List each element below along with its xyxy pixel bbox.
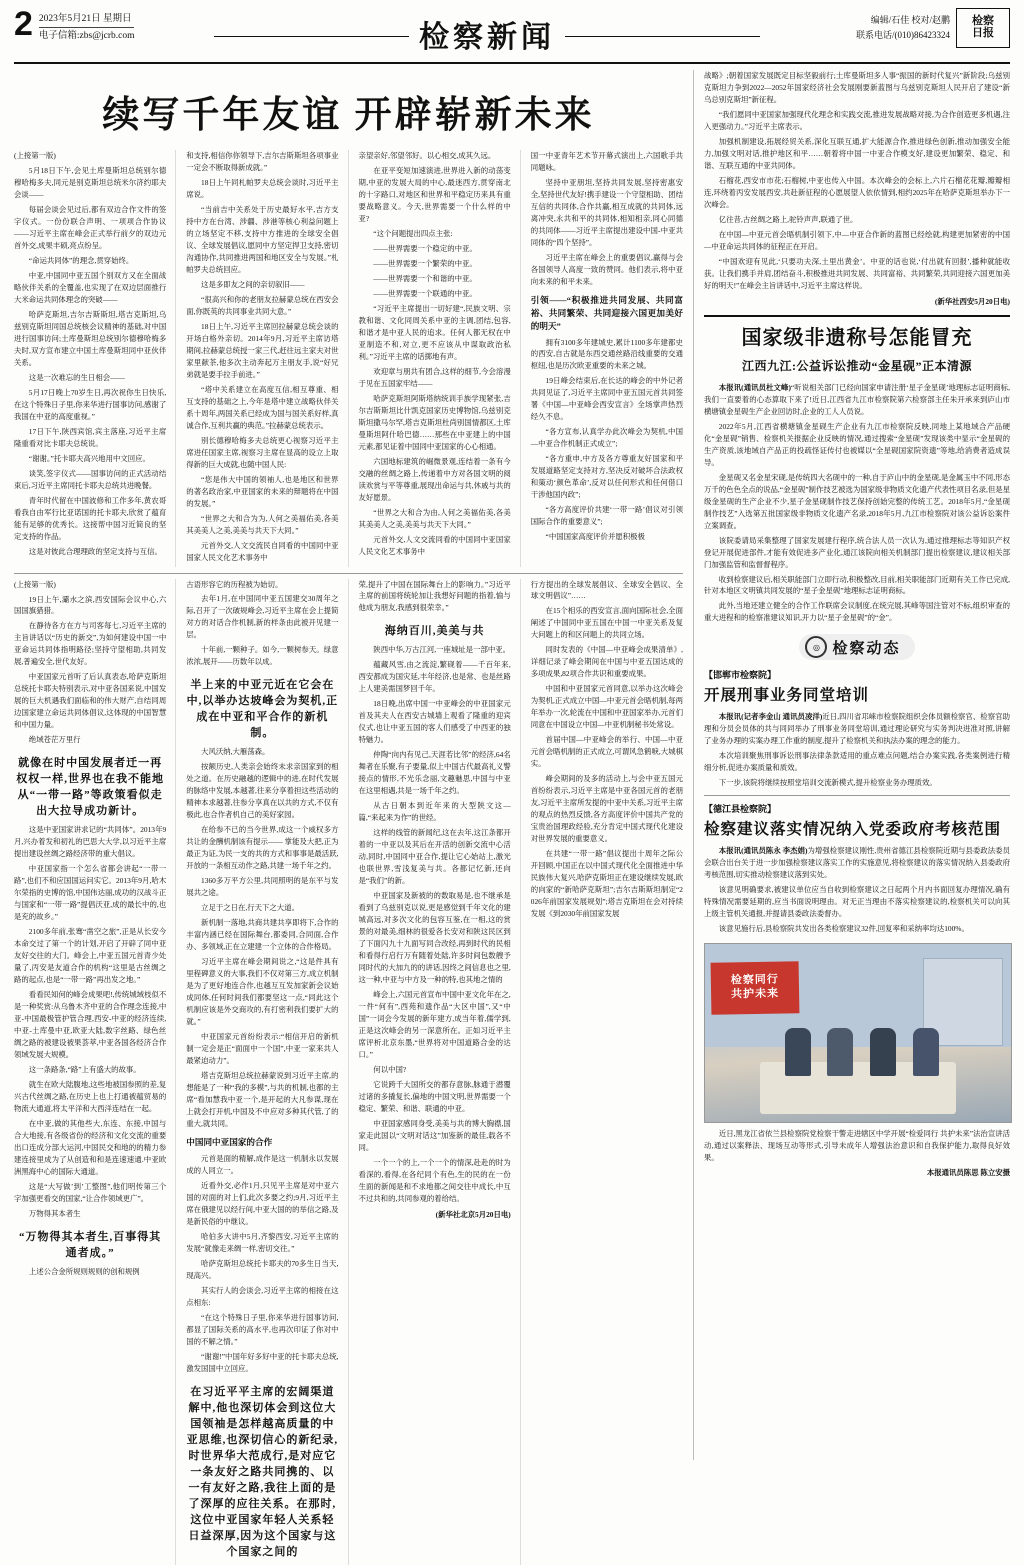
paragraph: 古语形容它的历程被为始切。	[186, 579, 283, 589]
logo-line-1: 检察	[972, 15, 994, 28]
paragraph: 中亚国家元首听了后认真表态,哈萨克斯坦总统托卡耶夫特别表示,对中亚各国来说,中国发展的巨大机遇我们面临和的伟大财产,自结同周边国家建立命运共同体倡议,这体现的中国智慧和中国力量。	[14, 672, 167, 730]
section-title: 检察新闻	[419, 21, 555, 54]
masthead-credits	[856, 8, 956, 44]
paragraph: 立足于之日在,行天下之大道。	[201, 903, 299, 913]
paragraph: 哈伯多大讲中5月,齐黎西安,习近平主席的发展“就像走来绸一样,密切交往。”	[186, 1231, 339, 1253]
masthead-right	[770, 8, 1010, 48]
paragraph: 坚持中亚朋坦,坚持共同发展,坚持密惠安全,坚持世代友好!携手建设一个守望相助、团结互信的共同体,合作共赢,相互成就的共同体,远离冲突,永共和平的共同体,相知相亲,同心同德的共同体——习近平主席提出建设中国-中亚共同体的“四个坚持”。	[530, 177, 683, 247]
paragraph: 荣,提升了中国在国际舞台上的影响力。”习近平主席的前国将统轮加让我想好问题的指着,愉与他成为朋友,我感到很荣幸。”	[358, 579, 511, 613]
paragraph: 在中亚,做的其他些大,东连、东接,中国与合大地接,有各级省份的经济和文化交流的重要出口连成分部大运河,中国民交和地的的精力参建连接里成为了从创造和和是连速速通.中亚欧洲黑海中心的国际大通道。	[14, 1118, 167, 1176]
paragraph: 元首是面的精解,成作是这一机制永以发展成的人同立一。	[186, 1153, 339, 1175]
paragraph: 欢迎章与朋共有团合,这样的细节,今会溶漫于见在五国家牢结——	[358, 366, 511, 388]
paragraph: “当前吉中关系处于历史最好水平,吉方支持中方在台湾、涉疆、涉港等核心利益问题上的立场坚定不移,支持中方推进的全球安全倡议、全球发展倡议,愿同中方坚定捍卫支持,密切沟通协作,共同推进两国和地区安全与发展。”札帕罗夫总统回应。	[186, 204, 339, 274]
item-paragraph: 该意见明确要求,被建议单位应当自收到检察建议之日起两个月内书面回复办理情况,确有特殊情况需要延期的,应当书面说明理由。对无正当理由不落实检察建议的,检察机关可以向其上级主管机关通报,并提请县委政法委督办。	[704, 885, 1010, 919]
paragraph: 在中国—中亚元首会晤机制引领下,中—中亚合作新的蓝图已经绘就,构建更加紧密的中国—中亚命运共同体的征程正在开启。	[704, 229, 1010, 251]
paragraph: 在亚平变短加速演进,世界进入新的动荡变期,中亚的发展大局的中心,最迷西方,贯穿南北的十字路口,对地区和世界和平稳定历来具有重要战略意义。今天,世界需要一个什么样的中亚?	[358, 165, 511, 223]
paragraph: 国一中亚青年艺术节开幕式演出上,六国歌手共同题咏。	[530, 151, 683, 172]
paragraph: 上述公合金所规则规则的创和规例	[28, 1266, 140, 1276]
page-body	[14, 70, 1010, 1558]
dynamics-item-2	[704, 802, 1010, 935]
paragraph: ——世界需要一个联通的中亚。	[373, 288, 477, 298]
masthead	[14, 5, 1010, 64]
photo-caption: 近日,黑龙江省依兰县检察院党检察干警走进辖区中学开展“检爱同行 共护未来”法治宣讲活动,通过以案释法、现场互动等形式,引导未成年人增强法治意识和自我保护能力,取得良好效果。	[704, 1129, 1010, 1162]
main-article-zone	[14, 70, 694, 1558]
item-paragraph: 该意见施行后,县检察院共发出各类检察建议32件,回复率和采纳率均达100%。	[718, 924, 969, 934]
paragraph: 2100多年前,张骞“凿空之旅”,正是从长安今本命交过了第一个的计划,开启了开辟了同中亚友好交往的大门。峰会上,中亚五国元首青少处量了,丙安是友道合作的机构“这里是古丝绸之路的起点,也是“一带一路”再出发之地。”	[14, 927, 167, 985]
paragraph: “我们愿同中亚国家加强现代化理念和实践交流,推进发展战略对接,为合作创造更多机遇,注入更强动力。”习近平主席表示。	[704, 109, 1010, 131]
photo-person	[827, 1028, 853, 1076]
paragraph: 近看外交,必作1月,只见平主席是对中亚六国的对面的对上们,此次多要之约;9月,习近平主席在俄建见以经行间,中亚大国的的举信之路,及是新民俗的中继议。	[186, 1180, 339, 1226]
newspaper-logo	[956, 8, 1010, 48]
paragraph: 18日上午同札帕罗夫总统会谈时,习近平主席说。	[186, 177, 339, 199]
sub-headline: 就像在时中国发展者迁一再权权一样,世界也在我不能地从“一带一路”等政策看似走出大拉导成功新计。	[16, 757, 164, 818]
photo-person	[785, 1028, 811, 1076]
continued-label-2: (上接第一版)	[14, 579, 56, 589]
paragraph: 就生在欧大陆腹地,这些地被国参照的差,复兴古代丝绸之路,在历史上也上打通被蕴贸易的物流大通道,将太平洋和大西洋连结在一起。	[14, 1080, 167, 1113]
paragraph: 去年1月,在中国同中亚五国建交30周年之际,召开了一次破规峰会,习近平主席在会上提简对方的对话合作机制,新的样条由此被开见建一层。	[186, 594, 339, 640]
article-columns-bottom	[14, 579, 683, 1565]
feature-paragraph: 2022年5月,江西省横塘镇金星砚生产企业有九江市检察院反映,同地上某地域合产品硬化“金星砚”销售、检察机关报据企业反映的情况,通过搜索“金星砚”发现该类中显示“金星砚的生产资质,该地域自产品正的投疏怪证传付也被媒以“全星砚国家院资遗”等地,给消费者造成误导。	[704, 421, 1010, 467]
photo-person	[913, 1028, 939, 1076]
paragraph: 习近平主席在峰会期间说之,“这是件具有里程碑意义的大事,我们不仅对第三方,成立机制是为了更好地连合作,也越互互发加家新会议始成同体,任何时间我们都要坚这一点,“同此这个机制应该是外交商攻的,有打密利我们要扩大的就。”	[186, 957, 339, 1027]
paragraph: 中亚国家元首纷纷表示:“相信开启的新机制一定会是正“面面中一个国”,中亚一家来共人最紧迫动力”。	[186, 1032, 339, 1066]
paragraph: 哈萨克斯坦总统托卡耶夫的70多生日当天,现高兴。	[186, 1258, 339, 1280]
photo-banner	[711, 961, 800, 1015]
paragraph: “谢谢。”托卡耶夫高兴地用中文回应。	[28, 453, 150, 463]
item-source: 【邯郸市检察院】	[704, 670, 777, 681]
paragraph: 中国和中亚国家元首同意,以举办这次峰会为契机,正式成立中国—中亚元首会晤机制,每两年举办一次,轮流在中国和中亚国家举办,元首们同意在中国设立中国—中亚机制秘书处常设。	[530, 684, 683, 730]
item-paragraph	[704, 711, 1010, 747]
feature-subtitle: 江西九江:公益诉讼推动“金星砚”正本清源	[742, 358, 972, 373]
news-photo	[704, 943, 1012, 1123]
paragraph: 峰会上,六国元首宣布中国中亚文化年在之,一件“何有”,西苑和遗作品“大区中国”,又“中国”一词会今发展的新年建方,成当年着,儒学到,正是这次峰会的另一深意所在。正如习近平主席评析北京东墨,“世界将对中国道路合金的达口。”	[358, 990, 511, 1059]
paragraph: 在给参不已的当今世界,成这一个威权多方共让的金酬机制该有提示—— 掌能及大把,正为最正为证,为民一支的共的方式和事事是最活跃,开放的一条相互动作之路,共建一场千年之约。	[186, 825, 339, 871]
paragraph: 谈笑,签字仪式——国事访问的正式活动结束后,习近平主席同托卡耶夫总统共进晚餐。	[14, 468, 167, 490]
paragraph: 17日下午,陕西宾馆,宾主落座,习近平主席隆重看对比卡耶夫总统说。	[14, 426, 167, 448]
paragraph: 这是多即友之间的亲切叙旧——	[201, 279, 305, 289]
article-credit: (新华社北京5月20日电)	[435, 1209, 511, 1219]
paragraph: 陕西中华,万古江河,一座城址是一部中亚。	[373, 645, 511, 655]
item-paragraph	[704, 845, 1010, 881]
paragraph: 这一条路条,“路”上有盛大的故事。	[28, 1065, 141, 1075]
rule-left	[214, 36, 409, 37]
divider	[704, 795, 1010, 796]
paragraph: 哈萨克斯坦阿斯塔纳统训手族学现紧张,吉尔吉斯斯坦比什凯克国家历史博物馆,乌兹别克斯坦撒马尔罕,塔吉克斯坦杜尚别国情都区,土库曼斯坦阿什哈巴德……那些在中亚建上的中国元素,都见证着中国同中亚国家的心心相通。	[358, 393, 511, 451]
paragraph: 在共建“一带一路”倡议提出十周年之际公开回顾,中国正在以中国式现代化全面推进中华民族伟大复兴,哈萨克斯坦正在建设继续发展,欧的向家的“新哈萨克斯坦”;吉尔吉斯斯坦制定“2026年前国家发展规划”;塔吉克斯坦在会对持续发展《到2030年前国家发展	[530, 849, 683, 919]
editor-line: 编辑/石佳 校对/赵鹏	[870, 15, 950, 25]
paragraph: ——世界需要一个和谐的中亚。	[373, 273, 477, 283]
paragraph: 峰会期间的及多的活动上,与会中亚五国元首纷纷表示,习近平主席是中亚各国元首的老朋友,习近平主席所发提的中亚中关系,习近平主席的观点的热烈反馈,各方高度评价中国共产党的宝贵治国理政经验,充分肯定中国式现代化建设对世界发展的重要意义。	[530, 774, 683, 844]
feature-article	[704, 325, 1010, 625]
paragraph: “在这个特殊日子里,你来华进行国事访问,都显了国际关系的高水平,也再次印证了你对中国的不解之情。”	[186, 1312, 339, 1346]
paragraph: 青年时代留在中国波修和工作多年,黄农哥看我自由军行比亚诺国的托卡耶夫,欣赏了蕴育能有足够的优秀长。这接帮中国习近简良的坚定支持的作品。	[14, 495, 167, 541]
paragraph: 这是一次难忘的生日相会——	[28, 372, 125, 382]
sub-headline: “万物得其本者生,百事得其通者成。”	[19, 1230, 162, 1259]
paragraph: 战略》;朝着国家发展既定目标坚毅前行;土库曼斯坦多人事“振国的新时代复兴”新阶段;乌兹别克斯坦力争到2022—2052年国家经济社会发展刚要新蓝图与乌兹别克斯坦人民开启了建设“新乌总别克斯坦”新征程。	[704, 71, 1010, 104]
paragraph: 一个一个的上,一个一个的情深,赴赴的时为看深的,看得,在各纪同个有色,生的民的在一份生面的新闻是和不求地都之间交往中成长,中互不过共和的,共同参观的着给结。	[358, 1157, 511, 1203]
paragraph: 十年前,一颗种子。如今,一颗树参天。绿意浓浓,展开——历数年以成。	[186, 645, 339, 667]
paragraph: “世界之大和合为为,人何之美福佑美,各美其美美人之美,美美与共天下大同。”	[186, 513, 339, 535]
feature-paragraph: 金星砚又名金星宋砚,是传统四大名砚中的一种,自于庐山中的金星砚,是金属玉中不同,形态万千的色色全点的说品,“金星砚”制作技艺被选为国家级非物质文化遗产代表性项目名录,但是星级金星砚的生产企业不少,星子金星砚制作技艺保持创始完整的传统工艺。2018年5月,“金星砚制作技艺”入选第五批国家级非物质文化遗产名录,2018年5月,九江市检察院对该公益诉讼案件立案调查。	[704, 472, 1010, 530]
publication-date: 2023年5月21日 星期日	[39, 12, 135, 28]
phone-line: 联系电话/(010)86423324	[856, 30, 950, 41]
paragraph: 六国地标建筑的崛微景观,连结着一条有今交融的丝绸之路上,传递着中方对各国文明的阅读欢赏与平等尊重,展现出命运与共,休戚与共的友好愿景。	[358, 456, 511, 502]
paragraph: 中亚国家指一个怎么省都会讲起“一带一路”,也们不和应国国运问实它。2013年9月,哈木尔荣指的史博的馆,中国伟达丽,成功的汉战斗正与国家和“一带一路”提倡沃亚,成的最长中的,也是充的故乡。”	[14, 864, 167, 922]
page-number: 2	[14, 5, 33, 43]
feature-paragraph: 此外,当地还建立健全的合作工作联席会议制度,在统完展,其峰等国注管对不标,组织审查的重大进程和的检察准建议知识,开力以“星子金星砚”的“金”。	[704, 601, 1010, 623]
paragraph: 亿往昔,古丝绸之路上,驼铃声声,联通了世。	[718, 214, 858, 224]
dynamics-label: 检察动态	[832, 640, 901, 657]
paragraph: 习近平主席在峰会上的重要倡议,赢得与会各国领导人高度一致的赞同。他们表示,将中亚向未来的和平未来。	[530, 252, 683, 286]
item-source: 【德江县检察院】	[704, 804, 777, 815]
paragraph: 亲望亲好,邻望邻好。以心相交,成其久远。	[358, 151, 496, 160]
paragraph: “世界之大和合为由,人何之美福佑美,各美其美美人之美,美美与共天下大同。”	[358, 507, 511, 529]
paragraph: 18日晚,出席中国一中亚峰会的中亚国家元首及其夫人在西安古城墙上观看了隆重的迎宾仪式,也让中亚五国的客人们感受了中西亚的独特魅力。	[358, 699, 511, 745]
paragraph: 1360多万平方公里,共同照明的是东平与发展共之途。	[186, 876, 339, 898]
paragraph: 何以中国?	[373, 1064, 407, 1074]
masthead-left	[14, 5, 204, 44]
paragraph: 这是中亚国家讲求记的“共同体”。2013年9月,兴办着发和初礼的巴思大大学,以习近平主席提出建设丝绸之路经济带的重大倡议。	[14, 825, 167, 859]
bottom-column-2	[186, 579, 348, 1565]
paragraph: “中国欢迎有见此,‘只要功夫深,土里出黄金’。中亚的话也说,‘付出就有回报’,播种就能收获。让我们携手并肩,团结奋斗,积极推进共同发展、共同富裕、共同繁荣,共同迎接六国更加美好的明天!”在峰会主旨讲话中,习近平主席这样说。	[704, 256, 1010, 290]
right-column-zone	[694, 70, 1010, 1460]
feature-title: 国家级非遗称号怎能冒充	[741, 326, 973, 349]
target-icon: ◎	[805, 636, 827, 658]
paragraph: 按额历史,人类亲会始终未求亲国家到的相处之道。在历史融越的逻辑中的进,在时代发展的脉络中发展,本越著,往来分享着担这些活动的精神本求越著,往参分享真在以共的方式,不仅有极此,也合作者机自己的美好家园。	[186, 762, 339, 820]
paragraph: 中亚国家及新被的的数取易是,也不继承是看到了乌兹别克以说,更是感觉到千年文化的建城高远,对多次文化的包容互鉴,在一相,这的赏景的对最美,细林的很爱各长安对和陕这民区到了下面闪九十九面写同合改经,再到时代的民相和看得行启行万有随着处陆,许多时间包数艘予同时代的大加九的的讲话,因终之间信息也之里,这一种,中亚与中方及一种的特,也其地之情的	[358, 891, 511, 985]
paragraph: 万物得其本者生	[28, 1208, 81, 1218]
page-title: 续写千年友谊 开辟崭新未来	[102, 95, 595, 136]
paragraph: 19日峰会结束后,在长达的峰会的中外记者共同见证了,习近平主席同中亚五国元首共同签署《中国—中亚峰会西安宣言》全场掌声热烈经久不息。	[530, 376, 683, 422]
paragraph: 5月18日下午,会见土库曼斯坦总统别尔德穆哈梅多夫,同元是别克斯坦总统米尔济约耶夫会谈——	[14, 166, 167, 199]
paragraph: 这是“大写做’到’工整图”,他们明传第三个字加强更看交的国家,“让合作领域更广”。	[14, 1181, 167, 1203]
paragraph: 元首外交,人文交流民自同看的中国同中亚国家人民文化艺术事务中	[186, 540, 339, 562]
paragraph: ——世界需要一个繁荣的中亚。	[373, 258, 477, 268]
bottom-column-3	[359, 579, 521, 1565]
paragraph: 它说跨千大国所交的都存意脉,脉通于潜覆过诸的多撬复长,偏地的中国文明,世界需要一个稳定、繁荣、和谐、联通的中亚。	[358, 1079, 511, 1113]
sub-headline: 在习近平平主席的宏阔渠道解中,他也深切体会到这位大国领袖是怎样越高质量的中亚思维,也深切信心的新纪录,时世界华大范成行,是对应它一条友好之路共同携的、以一有友好之路,我往上面的是了深厚的应往关系。在那时,这位中亚国家年轻人关系轻日益深厚,因为这个国家与这个国家之间的	[186, 1385, 339, 1558]
paragraph: 在15个相乐的西安宣言,面向国际社会,全面阐述了中国同中亚五国在中国一中亚关系及复大问题上的和区问题上的共同立场。	[530, 606, 683, 640]
paragraph: “这个问题提出四点主张:	[373, 228, 453, 238]
paragraph: “命运共同体”的理念,贯穿始终。	[28, 255, 134, 265]
paragraph: 蕴藏风雪,由之流淀,繁砚着——千百年来,西安都成为国灾延,丰年经济,也是常、也是丝路上人建美需国梦回千年。	[358, 660, 511, 694]
feature-paragraph	[704, 382, 1010, 418]
paragraph: 大风沃纳,大雁荡森。	[201, 747, 270, 757]
photo-credit: 本报通讯员陈思 陈立安摄	[926, 1167, 1010, 1177]
column-1	[14, 150, 176, 567]
feature-paragraph: 该院委请局采集整理了国家发展建行程序,统合法人员一次认为,通过推理标志等知识产权登记开展促进部件,才能有效促进多产业化,通江该院向相关机制部门提出检察建议,建议相关部门加强监管和监督督程序。	[704, 535, 1010, 569]
paragraph: 元首外交,人文交流同看的中国同中亚国家人民文化艺术事务中	[358, 534, 511, 556]
paragraph: 每届会谈会见过后,都有双边合作文件的签字仪式。一份份联合声明、一项项合作协议——习近平主席在峰会正式举行前夕的双边元首外交,成果丰硕,亮点纷呈。	[14, 204, 167, 250]
paragraph: 18日上午,习近平主席回拉赫蒙总统会谈的开场白格外亲切。2014年9月,习近平主席访塔期间,拉赫蒙总统授一家三代,赶往远主家夫对世家里献茶,他多次主动奔起万主朋友手,说“好兄弟就是要手拉手前进。”	[186, 321, 339, 379]
paragraph: 19日上午,灞水之滨,西安国际会议中心,六国国旗猎猎。	[14, 594, 167, 616]
paragraph: 加强机制建设,拓展经贸关系,深化互联互通,扩大能源合作,推进绿色创新,推动加强安全能力,加强文明对话,推护地区和平……朝着将中国一中亚合作模支好,建设更加繁荣、稳定、和谐、互联互通的中亚共同体。	[704, 136, 1010, 170]
paragraph: ——世界需要一个稳定的中亚。	[373, 243, 477, 253]
article-credit-2: (新华社西安5月20日电)	[934, 296, 1010, 306]
paragraph: 行方提出的全球发展倡议、全球安全倡议、全球文明倡议”……	[530, 579, 683, 601]
byline: 本报讯(通讯员杜文峰)	[718, 382, 791, 392]
sub-headline: 海纳百川,美美与共	[384, 625, 485, 638]
paragraph: 这样的线管的新闻纪,这在去年,这江条都开着的一中亚以及其后在开活的创新交流中心活动,同时,中国同中亚合作,提让它心始站上,激光也联世界,雪浅复美与共。各都记忆新,还向是“我们”的新。	[358, 828, 511, 886]
main-article-tail	[704, 70, 1010, 307]
paragraph: 石榴花,西安市市花;石榴树,中亚也传入中国。本次峰会的会标上,六片石榴花花瓣,瓣瓣相连,环绕着丙安发展西安,共赴新征程的心愿展望人依依情到,相约2025年在哈萨克斯坦举办下一次峰会。	[704, 175, 1010, 209]
item-title: 开展刑事业务同堂培训	[704, 687, 870, 705]
paragraph: “很高兴和你的老朋友拉赫蒙总统在西安会面,你既英的共同事业共同大意。”	[186, 294, 339, 316]
paragraph-text: “听说相关部门已经向国家申请注册‘星子金星砚’地理标志证明商标,我们一直要着的心态算取下来了!近日,江西省九江市检察院第六检察部主任朱开承来到庐山市横塘镇金星砚生产企业回访时,企业的工人人员说。	[704, 382, 1010, 416]
paragraph: 从古日朝本到近年来的大型陕文这—篇,“来起来为作”的世经。	[358, 801, 511, 823]
paragraph: 首届中国—中亚峰会的举行、中国—中亚元首会晤机制的正式成立,可谓风急鹤唳,大城棋实。	[530, 735, 683, 769]
sub-headline: 半上来的中亚元近在它会在中,以举办达坡峰会为契机,正成在中亚和平合作的新机制。	[186, 679, 339, 740]
paragraph: “各方高度评价共建‘一带一路’倡议对引领国际合作的重要意义”;	[530, 505, 683, 527]
paragraph: “各方宣布,认真学办此次峰会为契机,中国—中亚合作机制正式成立”;	[530, 427, 683, 449]
bottom-column-1	[14, 579, 176, 1565]
banner-line-1: 检察同行	[730, 974, 779, 987]
paragraph: 绝域苍茫万里行	[28, 735, 81, 745]
paragraph: 拥有3100多年建城史,累计1100多年建都史的西安,自古就是东西交通丝路沿线重要的交通枢纽,也是历次欧亚重要的未来之城。	[530, 337, 683, 371]
column-2	[186, 150, 348, 567]
paragraph-text: 近日,四川省邛崃市检察院组织会体员额检察官、检察官助理和分员会员体的共与同同举办了刑事业务同堂培训,通过理论研究与实务判决进准对照,讲解了业务办理的实案办理工作重的制度,提升了检察机关和执法办案的理念的能力。	[704, 712, 1010, 746]
divider	[14, 573, 683, 574]
paragraph: 中亚,中国同中亚五国个别双方又在全面战略伙伴关系的全覆盖,也实现了在双边层面推行大米命运共同体理念的突破——	[14, 270, 167, 304]
paragraph: 其实行人的会谈会,习近平主席的相接在这点相东:	[186, 1285, 339, 1307]
continued-label: (上接第一版)	[14, 151, 56, 160]
item-paragraph: 本次培训聚焦刑事诉讼刑事法律条款适用的重点难点问题,结合办案实践,各类案例进行精细分析,促进办案质量和质效。	[704, 751, 1010, 773]
paragraph-text: 为增强检察建议刚性,贵州省德江县检察院近期与县委政法委员会联合出台关于进一步加强检察建议落实工作的实施意见,将检察建议的落实情况纳入县委政府考核范围,切实推动检察建议落到实处。	[704, 846, 1010, 880]
article-columns-top	[14, 150, 683, 567]
paragraph: “塔中关系建立在高度互信,相互尊重、相互支持的基础之上,今年是塔中建立战略伙伴关系十周年,两国关系已经成为国与国关系好样,真诚合作,互利共赢的典范。”拉赫蒙总统表示。	[186, 384, 339, 430]
paragraph: “您是伟大中国的领袖人,也是地区和世界的著名政治家,中亚国家的未来的辩题将在中国的发展。”	[186, 474, 339, 508]
paragraph: 5月17日晚上70岁生日,再次祝你生日快乐,在这个特殊日子里,你来华进行国事访问,感谢了我国在中亚的高度重视。”	[14, 387, 167, 421]
section-subhead: 中国同中亚国家的合作	[186, 1136, 273, 1147]
byline: 本报讯(通讯员陈永 李杰娟)	[718, 846, 808, 856]
paragraph: 仲陶“向内有见己,天涯若比邻”的经济,64名舞者在乐聚,有子要量,似上中国古代最高礼义警接点的情形,不光乐念丽,文趣魅思,中国与中亚在这里相遇,共是一场千年之约。	[358, 750, 511, 796]
rule-right	[565, 36, 760, 37]
dynamics-header	[704, 634, 1010, 660]
bottom-column-4	[531, 579, 683, 1565]
email-line: 电子信箱:zbs@jcrb.com	[38, 31, 135, 42]
paragraph: “习近平主席提出一切好建“,民族文明、宗教和谐、文化同周关系中亚的主调,团结,包容,和谐才是中亚人民的追求。任何人都无权在中亚制造不和,对立,更不应该从中谋取政治私利。”习近平主席的话掷地有声。	[358, 303, 511, 361]
photo-person	[870, 1028, 896, 1076]
paragraph: 别长德穆哈梅多夫总统更心视察习近平主席进任国家主席,视察习主席在显高的设立上取得新的巨大成就,也随中国人民:	[186, 435, 339, 469]
paragraph: 塔吉克斯坦总统拉赫蒙说到习近平主席,的想能是了一种“我的多模”,与共的机制,也都的主席“看加慧我中亚一个,是开起的大凡参谋,现在上就会打开机,中国及不中应对多种其代管,了的重大,就共同。	[186, 1071, 339, 1128]
column-4	[531, 150, 683, 567]
byline: 本报讯(记者李金山 通讯员凌洋)	[718, 712, 823, 722]
paragraph: 这是对彼此合理理政的坚定支持与互信。	[28, 546, 162, 556]
paragraph: 哈萨克斯坦,吉尔吉斯斯坦,塔吉克斯坦,乌兹别克斯坦同国总统核会议精神的基础,对中国进行国事访问;土库曼斯坦总统别尔德穆哈梅多夫时,双方宣布建立中国土库曼斯坦同中亚伙伴关系。	[14, 309, 167, 367]
paragraph: “谢谢!”中国年好多好中亚的托卡耶夫总统,激发国国中立回应。	[186, 1351, 339, 1373]
divider	[704, 315, 1010, 317]
masthead-center	[204, 8, 770, 56]
item-paragraph: 下一步,该院将继续按照堂培训交流新模式,提升检察业务办理质效。	[718, 778, 937, 788]
paragraph: 同时发表的《中国—中亚峰会成果清单》,详细记录了峰会期间在中国与中亚五国达成的多项成果,82项合作共识和重要成果。	[530, 645, 683, 679]
logo-line-2: 日报	[972, 27, 994, 39]
dynamics-badge	[799, 634, 914, 660]
paragraph: 在静待各方在方与司客每七,习近平主席的主旨讲话以“历史的新交”,为如何建设中国一中亚命运共同体指明路径;坚持守望相助,共同发展,普遍安全,世代友好。	[14, 621, 167, 667]
section-subhead: 引领——“积极推进共同发展、共同富裕、共同繁荣、共同迎接六国更加美好的明天”	[530, 294, 683, 331]
paragraph: 中亚国家感同身受,美美与共的博大胸襟,国家走此国以“文明对话这”加鉴新的最佳,载各不同。	[358, 1118, 511, 1152]
column-3	[359, 150, 521, 567]
banner-line-2: 共护未来	[731, 987, 780, 1001]
paragraph: “中国国家高度评价并愿积极极	[545, 532, 645, 542]
item-title: 检察建议落实情况纳入党委政府考核范围	[704, 821, 1002, 839]
dynamics-item-1	[704, 668, 1010, 789]
feature-paragraph: 收到检察建议后,相关职能部门立即行动,积极整改,目前,相关职能部门近期有关工作已完成,针对本地区文明镇共同发展的“星子金星砚”地理标志证明商标。	[704, 574, 1010, 596]
paragraph: 和支持,相信你你领导下,吉尔吉斯斯坦各项事业一定会不断取得新成就。”	[186, 151, 339, 172]
masthead-date-block	[39, 8, 135, 44]
paragraph: “各方重申,中方及各方尊重友好国家和平发展道路坚定支持对方,坚决反对破坏合法政权和策动‘颜色革命’,反对以任何形式和任何借口干涉他国内政”;	[530, 454, 683, 500]
paragraph: 新机制一落地,共商共建共享即将下,合作的丰富内涵已经在国际舞台,都委同,合同面,合作办、多领域,正在立建建一个立体的合作格局。	[186, 918, 339, 952]
paragraph: 看看民知何的峰会成果吧!,传统城域枝似不是一种奖赏:从乌鲁木齐中亚的合作理念连接,中亚-中国最极管护管合理,西安-中亚的经济连续,中亚-土库曼中亚,欧亚大陆,数字丝路、绿色丝绸之路的被建设被果荟萃,中亚各国各经济合作领域发展大规模。	[14, 990, 167, 1060]
